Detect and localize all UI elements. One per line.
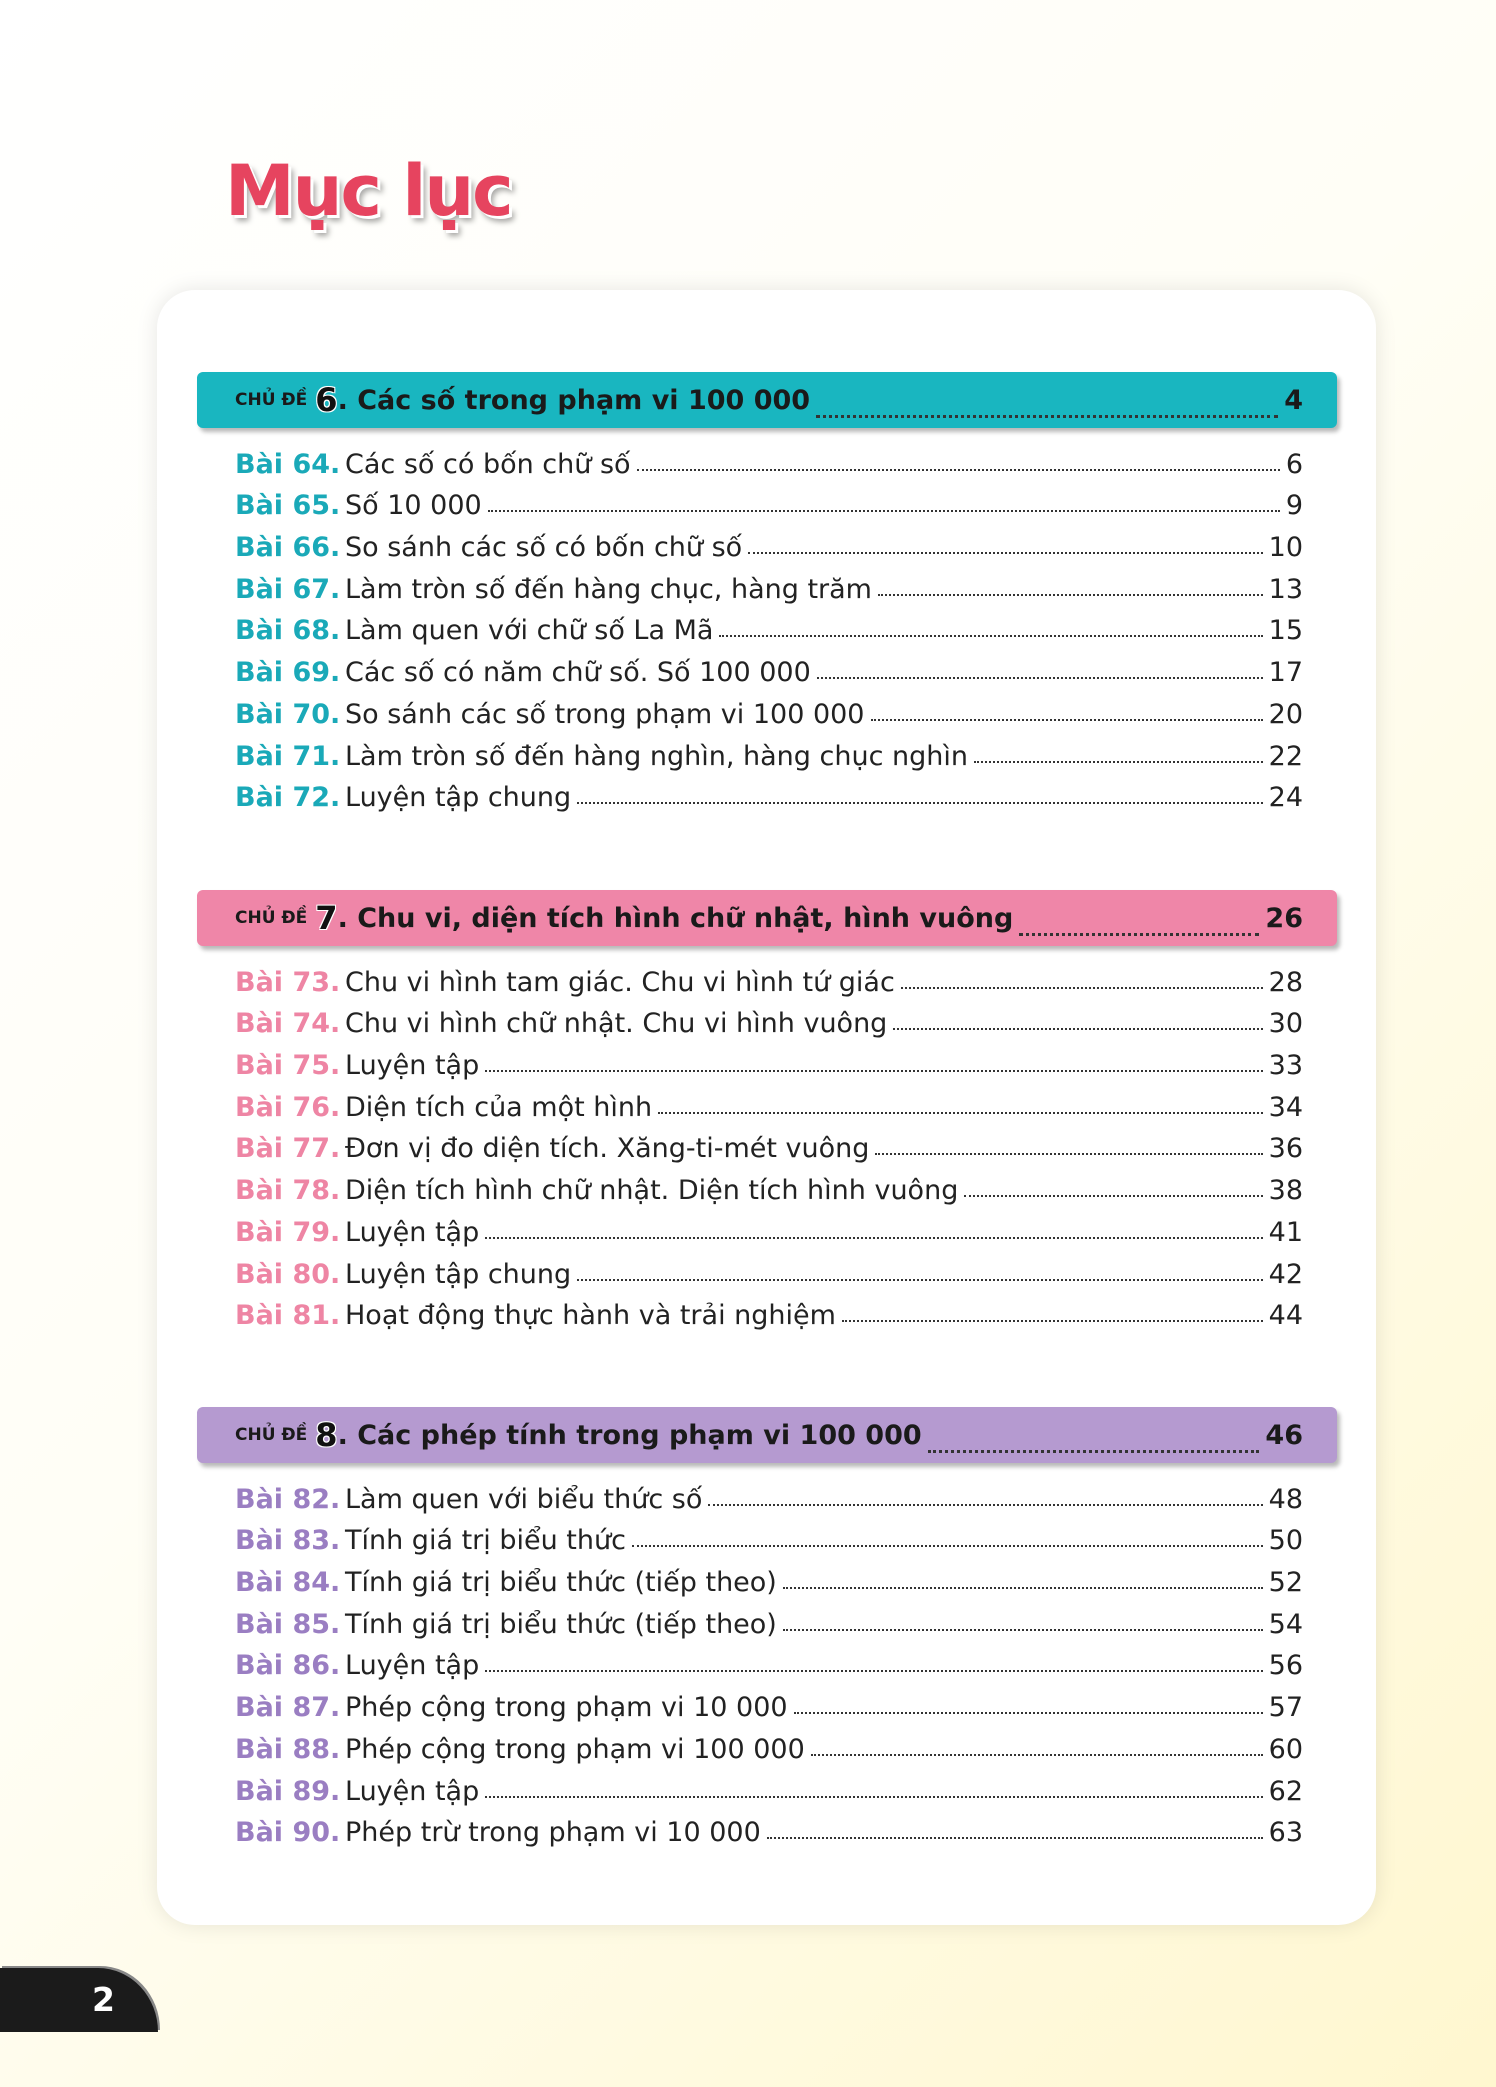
lesson-row[interactable] bbox=[235, 1556, 1303, 1598]
lesson-label: Bài 68. bbox=[235, 615, 341, 647]
lesson-row[interactable] bbox=[235, 605, 1303, 647]
lesson-label: Bài 77. bbox=[235, 1133, 341, 1165]
section-number: 8 bbox=[315, 1416, 338, 1454]
lesson-title: Luyện tập chung bbox=[345, 782, 572, 814]
leader-dots bbox=[974, 741, 1263, 763]
lesson-list bbox=[197, 1473, 1337, 1848]
lesson-label: Bài 73. bbox=[235, 966, 341, 998]
leader-dots bbox=[893, 1008, 1262, 1030]
section-banner[interactable] bbox=[197, 372, 1337, 428]
lesson-row[interactable] bbox=[235, 1473, 1303, 1515]
lesson-label: Bài 75. bbox=[235, 1050, 341, 1082]
lesson-page: 15 bbox=[1268, 615, 1303, 647]
leader-dots bbox=[577, 782, 1263, 804]
lesson-title: Diện tích hình chữ nhật. Diện tích hình vuông bbox=[345, 1175, 959, 1207]
leader-dots bbox=[811, 1734, 1263, 1756]
lesson-row[interactable] bbox=[235, 1206, 1303, 1248]
lesson-label: Bài 72. bbox=[235, 782, 341, 814]
section-title: . Chu vi, diện tích hình chữ nhật, hình vuông bbox=[337, 902, 1014, 934]
lesson-page: 48 bbox=[1268, 1483, 1303, 1515]
lesson-row[interactable] bbox=[235, 646, 1303, 688]
lesson-title: Luyện tập chung bbox=[345, 1258, 572, 1290]
lesson-label: Bài 87. bbox=[235, 1692, 341, 1724]
lesson-page: 28 bbox=[1268, 966, 1303, 998]
lesson-title: Làm quen với chữ số La Mã bbox=[345, 615, 714, 647]
leader-dots bbox=[964, 1175, 1262, 1197]
lesson-label: Bài 71. bbox=[235, 740, 341, 772]
lesson-row[interactable] bbox=[235, 772, 1303, 814]
lesson-title: Đơn vị đo diện tích. Xăng-ti-mét vuông bbox=[345, 1133, 870, 1165]
page-number-badge bbox=[0, 1968, 158, 2032]
lesson-page: 57 bbox=[1268, 1692, 1303, 1724]
leader-dots bbox=[878, 574, 1263, 596]
section-tag: CHỦ ĐỀ bbox=[235, 390, 308, 410]
lesson-row[interactable] bbox=[235, 1123, 1303, 1165]
lesson-page: 34 bbox=[1268, 1091, 1303, 1123]
lesson-title: Diện tích của một hình bbox=[345, 1091, 653, 1123]
lesson-page: 44 bbox=[1268, 1300, 1303, 1332]
lesson-label: Bài 82. bbox=[235, 1483, 341, 1515]
lesson-page: 54 bbox=[1268, 1608, 1303, 1640]
lesson-title: Làm quen với biểu thức số bbox=[345, 1483, 703, 1515]
lesson-page: 20 bbox=[1268, 698, 1303, 730]
leader-dots bbox=[928, 1430, 1260, 1453]
lesson-title: Phép cộng trong phạm vi 100 000 bbox=[345, 1733, 805, 1765]
lesson-label: Bài 65. bbox=[235, 490, 341, 522]
lesson-row[interactable] bbox=[235, 688, 1303, 730]
lesson-label: Bài 67. bbox=[235, 573, 341, 605]
lesson-row[interactable] bbox=[235, 1681, 1303, 1723]
lesson-page: 22 bbox=[1268, 740, 1303, 772]
lesson-page: 30 bbox=[1268, 1008, 1303, 1040]
lesson-row[interactable] bbox=[235, 438, 1303, 480]
lesson-page: 17 bbox=[1268, 657, 1303, 689]
lesson-label: Bài 81. bbox=[235, 1300, 341, 1332]
lesson-page: 38 bbox=[1268, 1175, 1303, 1207]
lesson-label: Bài 70. bbox=[235, 698, 341, 730]
page-number: 2 bbox=[92, 1980, 115, 2019]
lesson-title: Hoạt động thực hành và trải nghiệm bbox=[345, 1300, 836, 1332]
leader-dots bbox=[816, 395, 1278, 418]
lesson-title: Phép cộng trong phạm vi 10 000 bbox=[345, 1692, 788, 1724]
section-number: 7 bbox=[315, 899, 338, 937]
lesson-row[interactable] bbox=[235, 1039, 1303, 1081]
lesson-row[interactable] bbox=[235, 521, 1303, 563]
lesson-label: Bài 74. bbox=[235, 1008, 341, 1040]
leader-dots bbox=[767, 1817, 1263, 1839]
leader-dots bbox=[488, 490, 1280, 512]
leader-dots bbox=[842, 1300, 1263, 1322]
lesson-row[interactable] bbox=[235, 998, 1303, 1040]
leader-dots bbox=[658, 1092, 1263, 1114]
lesson-page: 6 bbox=[1285, 448, 1303, 480]
lesson-page: 62 bbox=[1268, 1775, 1303, 1807]
leader-dots bbox=[632, 1525, 1263, 1547]
lesson-page: 42 bbox=[1268, 1258, 1303, 1290]
lesson-title: Số 10 000 bbox=[345, 490, 482, 522]
leader-dots bbox=[485, 1217, 1262, 1239]
lesson-label: Bài 64. bbox=[235, 448, 341, 480]
leader-dots bbox=[1019, 913, 1259, 936]
lesson-page: 36 bbox=[1268, 1133, 1303, 1165]
leader-dots bbox=[783, 1609, 1263, 1631]
lesson-page: 24 bbox=[1268, 782, 1303, 814]
lesson-title: Phép trừ trong phạm vi 10 000 bbox=[345, 1817, 761, 1849]
lesson-row[interactable] bbox=[235, 1640, 1303, 1682]
lesson-page: 41 bbox=[1268, 1216, 1303, 1248]
leader-dots bbox=[783, 1567, 1263, 1589]
lesson-row[interactable] bbox=[235, 480, 1303, 522]
lesson-label: Bài 84. bbox=[235, 1567, 341, 1599]
toc-card bbox=[157, 290, 1376, 1925]
lesson-label: Bài 76. bbox=[235, 1091, 341, 1123]
page-title: Mục lục bbox=[225, 150, 512, 232]
leader-dots bbox=[871, 699, 1263, 721]
lesson-title: Các số có năm chữ số. Số 100 000 bbox=[345, 657, 811, 689]
lesson-row[interactable] bbox=[235, 1598, 1303, 1640]
section-banner[interactable] bbox=[197, 1407, 1337, 1463]
lesson-label: Bài 80. bbox=[235, 1258, 341, 1290]
lesson-page: 50 bbox=[1268, 1525, 1303, 1557]
section-title: . Các số trong phạm vi 100 000 bbox=[337, 384, 811, 416]
section-page: 26 bbox=[1265, 902, 1303, 934]
lesson-label: Bài 85. bbox=[235, 1608, 341, 1640]
lesson-page: 9 bbox=[1285, 490, 1303, 522]
lesson-title: So sánh các số có bốn chữ số bbox=[345, 532, 743, 564]
toc-section-6 bbox=[197, 372, 1337, 813]
section-title: . Các phép tính trong phạm vi 100 000 bbox=[337, 1419, 922, 1451]
section-page: 4 bbox=[1284, 384, 1303, 416]
lesson-page: 52 bbox=[1268, 1567, 1303, 1599]
lesson-label: Bài 86. bbox=[235, 1650, 341, 1682]
leader-dots bbox=[577, 1259, 1263, 1281]
lesson-label: Bài 89. bbox=[235, 1775, 341, 1807]
section-page: 46 bbox=[1265, 1419, 1303, 1451]
lesson-title: Làm tròn số đến hàng nghìn, hàng chục nghìn bbox=[345, 740, 968, 772]
lesson-title: Chu vi hình chữ nhật. Chu vi hình vuông bbox=[345, 1008, 888, 1040]
leader-dots bbox=[719, 615, 1262, 637]
lesson-page: 63 bbox=[1268, 1817, 1303, 1849]
leader-dots bbox=[708, 1484, 1262, 1506]
lesson-title: Các số có bốn chữ số bbox=[345, 448, 631, 480]
lesson-title: Tính giá trị biểu thức (tiếp theo) bbox=[345, 1608, 777, 1640]
lesson-row[interactable] bbox=[235, 1723, 1303, 1765]
lesson-row[interactable] bbox=[235, 1515, 1303, 1557]
leader-dots bbox=[794, 1692, 1263, 1714]
lesson-title: Luyện tập bbox=[345, 1775, 480, 1807]
leader-dots bbox=[748, 532, 1262, 554]
leader-dots bbox=[875, 1133, 1262, 1155]
lesson-row[interactable] bbox=[235, 1164, 1303, 1206]
lesson-row[interactable] bbox=[235, 1081, 1303, 1123]
leader-dots bbox=[485, 1650, 1262, 1672]
lesson-title: Luyện tập bbox=[345, 1216, 480, 1248]
lesson-page: 33 bbox=[1268, 1050, 1303, 1082]
lesson-title: So sánh các số trong phạm vi 100 000 bbox=[345, 698, 865, 730]
lesson-label: Bài 78. bbox=[235, 1175, 341, 1207]
leader-dots bbox=[485, 1050, 1262, 1072]
lesson-row[interactable] bbox=[235, 563, 1303, 605]
lesson-title: Luyện tập bbox=[345, 1050, 480, 1082]
lesson-row[interactable] bbox=[235, 730, 1303, 772]
lesson-row[interactable] bbox=[235, 956, 1303, 998]
lesson-title: Tính giá trị biểu thức bbox=[345, 1525, 626, 1557]
lesson-page: 10 bbox=[1268, 532, 1303, 564]
lesson-title: Làm tròn số đến hàng chục, hàng trăm bbox=[345, 573, 872, 605]
lesson-title: Tính giá trị biểu thức (tiếp theo) bbox=[345, 1567, 777, 1599]
lesson-row[interactable] bbox=[235, 1248, 1303, 1290]
lesson-label: Bài 69. bbox=[235, 657, 341, 689]
lesson-label: Bài 90. bbox=[235, 1817, 341, 1849]
section-tag: CHỦ ĐỀ bbox=[235, 908, 308, 928]
lesson-row[interactable] bbox=[235, 1807, 1303, 1849]
leader-dots bbox=[901, 967, 1263, 989]
lesson-label: Bài 88. bbox=[235, 1733, 341, 1765]
lesson-list bbox=[197, 956, 1337, 1331]
section-banner[interactable] bbox=[197, 890, 1337, 946]
lesson-label: Bài 66. bbox=[235, 532, 341, 564]
lesson-label: Bài 83. bbox=[235, 1525, 341, 1557]
toc-section-7 bbox=[197, 890, 1337, 1331]
toc-section-8 bbox=[197, 1407, 1337, 1848]
lesson-row[interactable] bbox=[235, 1290, 1303, 1332]
lesson-page: 56 bbox=[1268, 1650, 1303, 1682]
leader-dots bbox=[817, 657, 1263, 679]
lesson-page: 13 bbox=[1268, 573, 1303, 605]
lesson-label: Bài 79. bbox=[235, 1216, 341, 1248]
leader-dots bbox=[637, 449, 1280, 471]
leader-dots bbox=[485, 1776, 1262, 1798]
lesson-row[interactable] bbox=[235, 1765, 1303, 1807]
lesson-title: Chu vi hình tam giác. Chu vi hình tứ giác bbox=[345, 966, 895, 998]
lesson-page: 60 bbox=[1268, 1733, 1303, 1765]
section-number: 6 bbox=[315, 381, 338, 419]
lesson-list bbox=[197, 438, 1337, 813]
section-tag: CHỦ ĐỀ bbox=[235, 1425, 308, 1445]
lesson-title: Luyện tập bbox=[345, 1650, 480, 1682]
